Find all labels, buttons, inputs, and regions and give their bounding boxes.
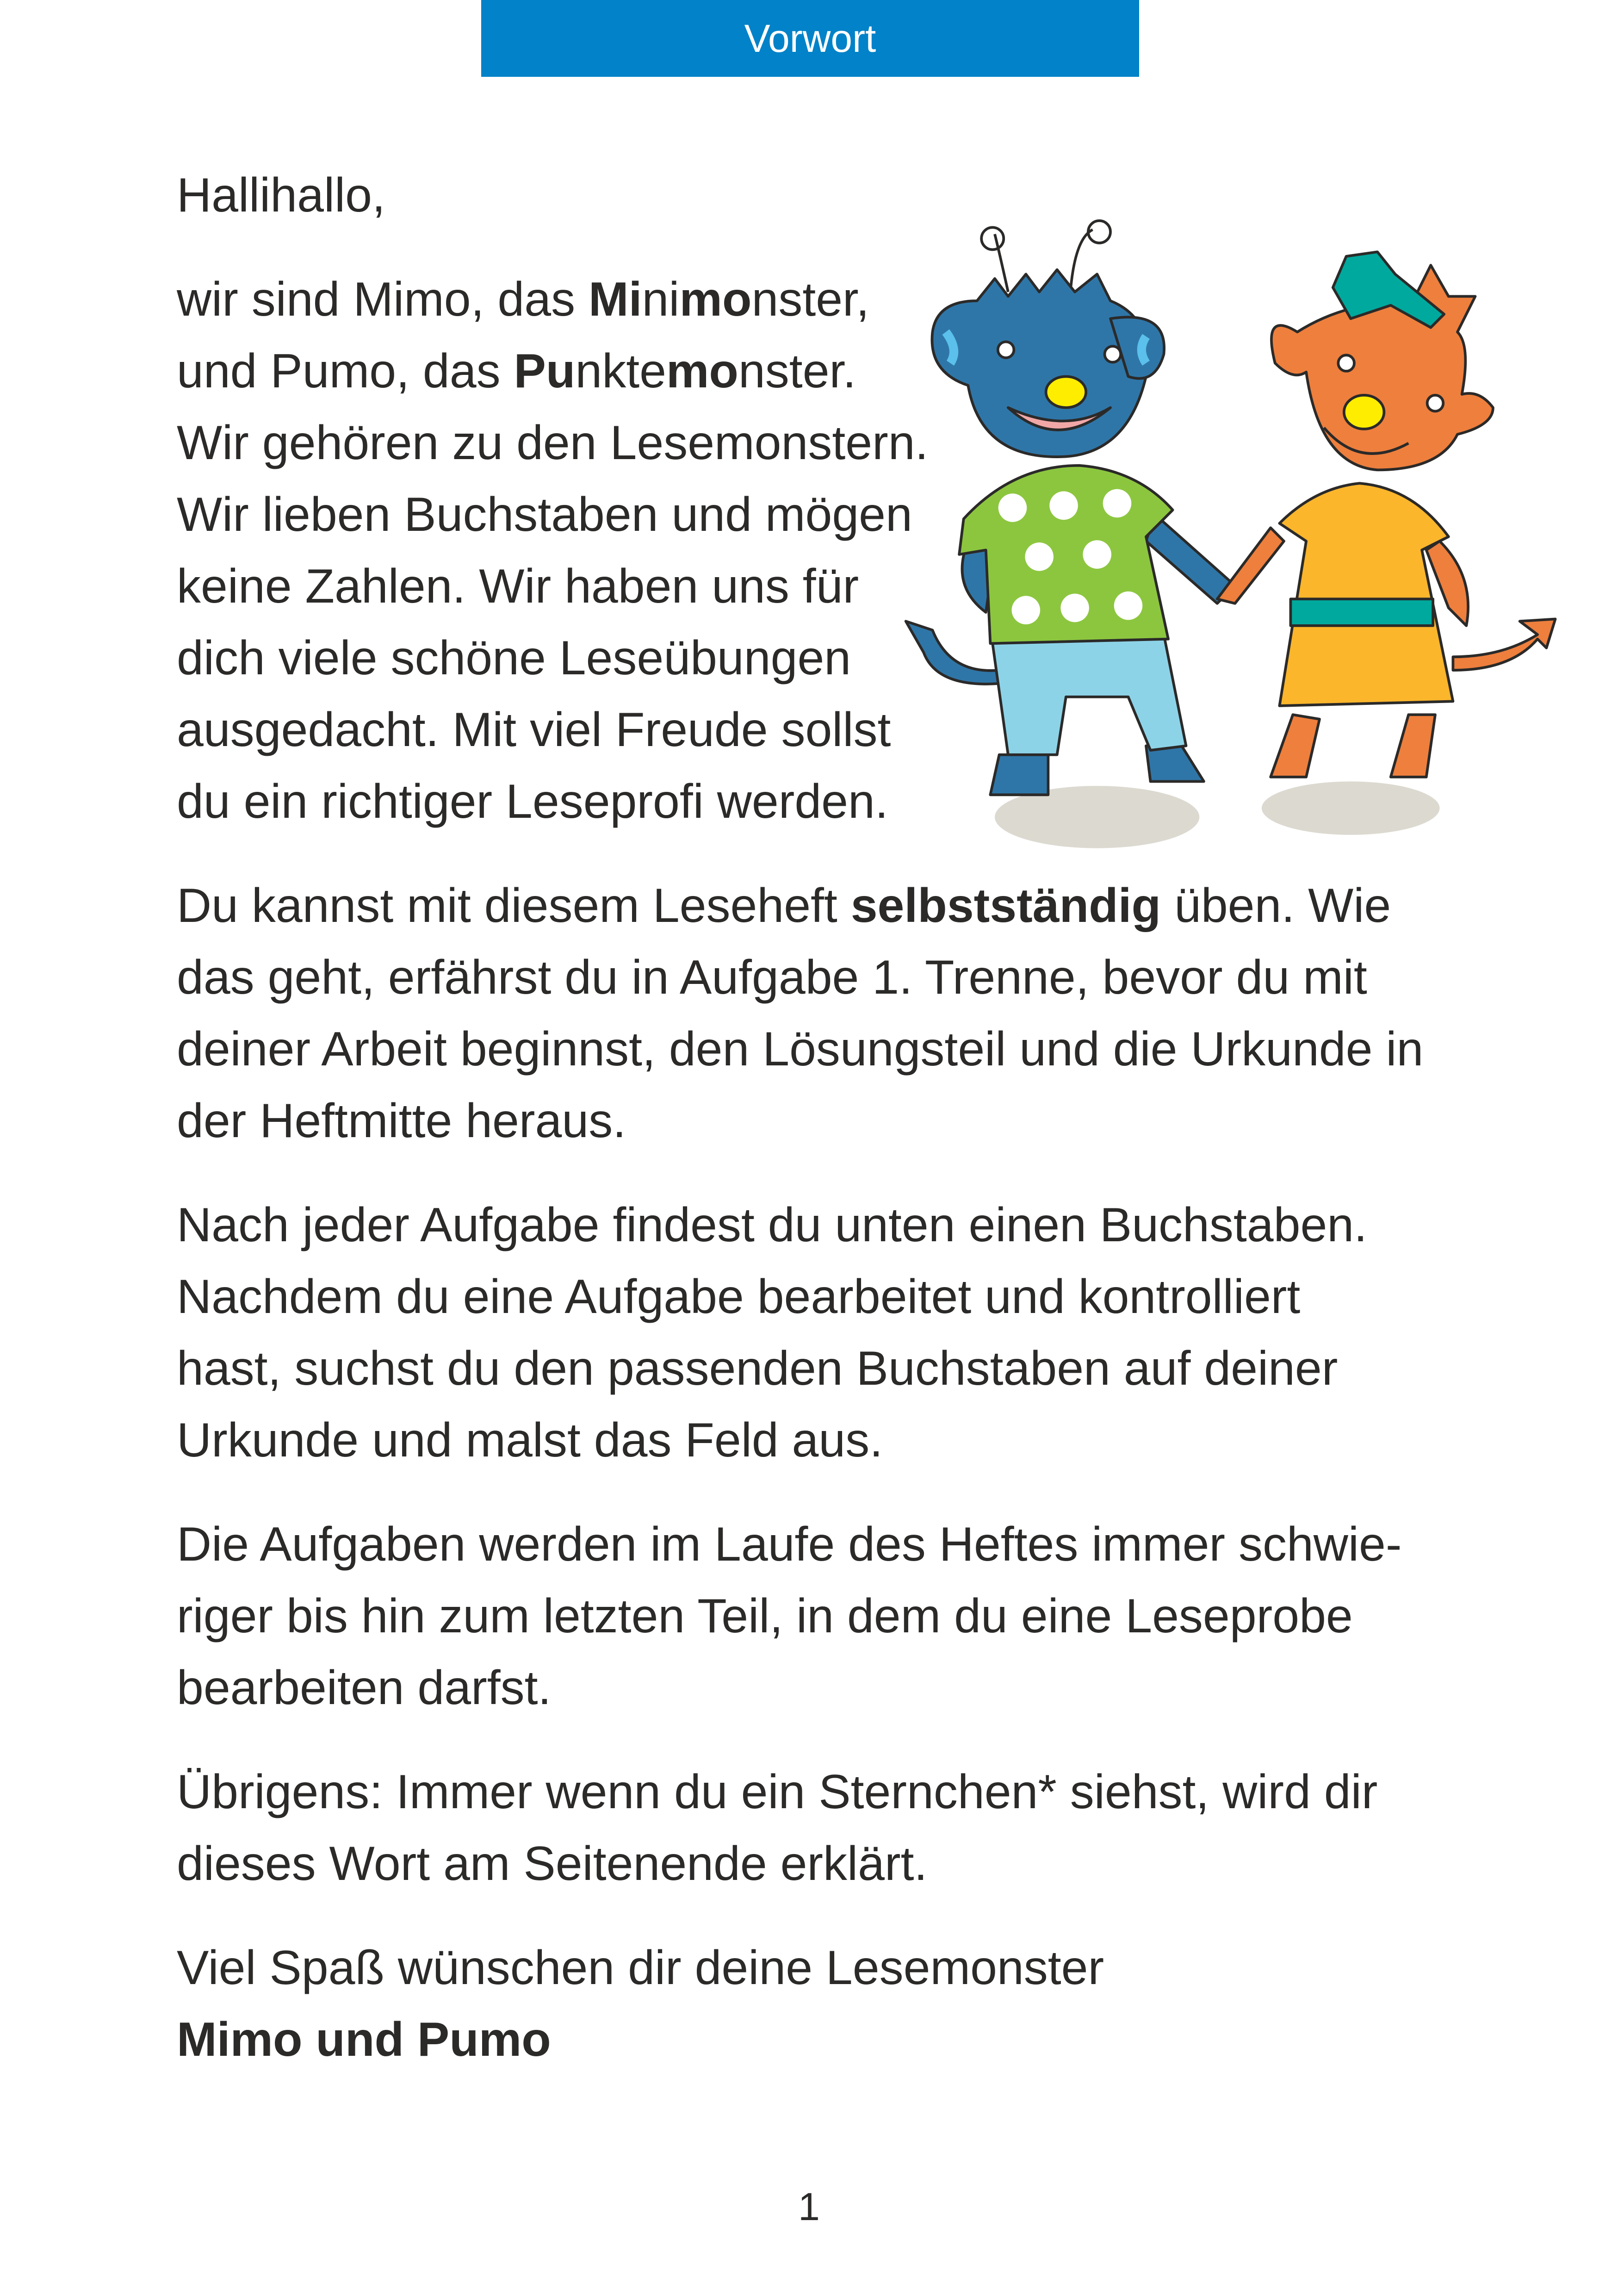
bold-text: mo [679, 273, 752, 326]
text-segment: keine Zahlen. Wir haben uns für [177, 560, 859, 613]
text-segment: Nach jeder Aufgabe findest du unten einen Buchstaben. [177, 1198, 1368, 1252]
mimo-and-pumo-illustration [879, 185, 1573, 879]
pumo-monster [1217, 252, 1556, 777]
shadow [1262, 781, 1440, 834]
section-title: Vorwort [744, 16, 876, 60]
text-line [177, 1932, 1519, 2004]
text-line [177, 1509, 1519, 1580]
text-line [177, 2004, 1519, 2076]
section-header [481, 0, 1139, 77]
paragraph [177, 1509, 1519, 1724]
text-segment: Urkunde und malst das Feld aus. [177, 1413, 883, 1467]
text-segment: Nachdem du eine Aufgabe bearbeitet und kontrolliert [177, 1270, 1301, 1324]
paragraph [177, 1932, 1519, 2076]
text-segment: bearbeiten darfst. [177, 1661, 552, 1715]
bold-text: Pu [514, 344, 576, 398]
bold-text: mo [666, 344, 738, 398]
text-segment: Wir lieben Buchstaben und mögen [177, 488, 912, 541]
bold-text: Mimo und Pumo [177, 2013, 551, 2066]
text-line [177, 942, 1519, 1014]
text-line [177, 1405, 1519, 1476]
text-segment: hast, suchst du den passenden Buchstaben auf deiner [177, 1342, 1338, 1395]
text-segment: üben. Wie [1161, 879, 1391, 933]
text-line [177, 1756, 1519, 1828]
text-segment: du ein richtiger Leseprofi werden. [177, 775, 888, 828]
text-segment: Viel Spaß wünschen dir deine Lesemonster [177, 1941, 1104, 1995]
paragraph [177, 1189, 1519, 1476]
text-line [177, 1085, 1519, 1157]
text-segment: Übrigens: Immer wenn du ein Sternchen* siehst, wird dir [177, 1765, 1378, 1819]
text-segment: Du kannst mit diesem Leseheft [177, 879, 851, 933]
text-segment: Hallihallo, [177, 168, 385, 222]
text-line [177, 870, 1519, 942]
text-line [177, 1652, 1519, 1724]
text-segment: nster. [738, 344, 856, 398]
text-line [177, 1580, 1519, 1652]
text-line [177, 1261, 1519, 1333]
text-line [177, 1333, 1519, 1405]
bold-text: selbstständig [850, 879, 1161, 933]
text-segment: dich viele schöne Leseübungen [177, 631, 851, 685]
text-line [177, 1189, 1519, 1261]
text-line [177, 1828, 1519, 1900]
text-segment: der Heftmitte heraus. [177, 1094, 626, 1148]
text-segment: Die Aufgaben werden im Laufe des Heftes immer schwie- [177, 1518, 1402, 1571]
mimo-monster [906, 221, 1235, 795]
paragraph [177, 1756, 1519, 1900]
text-segment: riger bis hin zum letzten Teil, in dem du eine Leseprobe [177, 1589, 1353, 1643]
text-segment: nster, [751, 273, 869, 326]
text-segment: deiner Arbeit beginnst, den Lösungsteil und die Urkunde in [177, 1022, 1424, 1076]
text-segment: ni [642, 273, 680, 326]
bold-text: Mi [589, 273, 642, 326]
text-segment: Wir gehören zu den Lesemonstern. [177, 416, 929, 470]
text-line [177, 1014, 1519, 1085]
text-segment: wir sind Mimo, das [177, 273, 589, 326]
text-segment: dieses Wort am Seitenende erklärt. [177, 1837, 928, 1891]
page-number: 1 [798, 2185, 820, 2228]
text-segment: das geht, erfährst du in Aufgabe 1. Trenne, bevor du mit [177, 951, 1367, 1004]
text-segment: ausgedacht. Mit viel Freude sollst [177, 703, 891, 757]
text-segment: und Pumo, das [177, 344, 514, 398]
paragraph [177, 870, 1519, 1157]
text-segment: nkte [575, 344, 666, 398]
